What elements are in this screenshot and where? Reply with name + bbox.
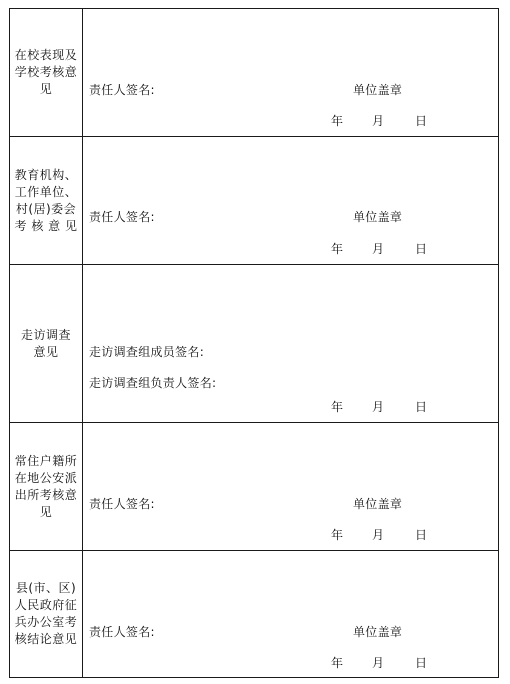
row-content-cell — [83, 265, 498, 422]
date-year-label: 年 — [331, 242, 344, 256]
seal-label: 单位盖章 — [353, 625, 403, 639]
row-police-review — [10, 422, 498, 550]
leader-signer-label: 走访调查组负责人签名: — [89, 376, 217, 390]
date-year-label: 年 — [331, 114, 344, 128]
member-signer-label: 走访调查组成员签名: — [89, 345, 205, 359]
signer-label: 责任人签名: — [89, 497, 155, 511]
date-day-label: 日 — [415, 242, 428, 256]
date-year-label: 年 — [331, 528, 344, 542]
row-label-cell — [10, 551, 83, 677]
signer-label: 责任人签名: — [89, 210, 155, 224]
signer-label: 责任人签名: — [89, 625, 155, 639]
seal-label: 单位盖章 — [353, 497, 403, 511]
date-day-label: 日 — [415, 400, 428, 414]
date-day-label: 日 — [415, 114, 428, 128]
row-school-review — [10, 9, 498, 136]
date-month-label: 月 — [372, 656, 385, 670]
row-organization-review — [10, 136, 498, 264]
row-label-cell — [10, 265, 83, 422]
date-day-label: 日 — [415, 656, 428, 670]
row-conscription-office-conclusion — [10, 550, 498, 677]
date-month-label: 月 — [372, 242, 385, 256]
date-year-label: 年 — [331, 400, 344, 414]
row-label: 走访调查 意见 — [20, 327, 71, 359]
row-content-cell — [83, 9, 498, 136]
date-month-label: 月 — [372, 114, 385, 128]
row-label: 县(市、区) 人民政府征 兵办公室考 核结论意见 — [14, 581, 78, 646]
row-content-cell — [83, 551, 498, 677]
row-label: 常住户籍所 在地公安派 出所考核意 见 — [14, 453, 78, 519]
row-content-cell — [83, 423, 498, 550]
signer-label: 责任人签名: — [89, 83, 155, 97]
row-label: 在校表现及 学校考核意 见 — [14, 48, 78, 96]
date-year-label: 年 — [331, 656, 344, 670]
row-label-cell — [10, 423, 83, 550]
review-opinion-form — [9, 8, 499, 678]
row-label-cell — [10, 9, 83, 136]
row-label: 教育机构、 工作单位、 村(居)委会 考 核 意 见 — [14, 167, 78, 233]
date-month-label: 月 — [372, 528, 385, 542]
row-label-cell — [10, 137, 83, 264]
date-month-label: 月 — [372, 400, 385, 414]
date-day-label: 日 — [415, 528, 428, 542]
row-visit-investigation — [10, 264, 498, 422]
seal-label: 单位盖章 — [353, 210, 403, 224]
seal-label: 单位盖章 — [353, 83, 403, 97]
row-content-cell — [83, 137, 498, 264]
